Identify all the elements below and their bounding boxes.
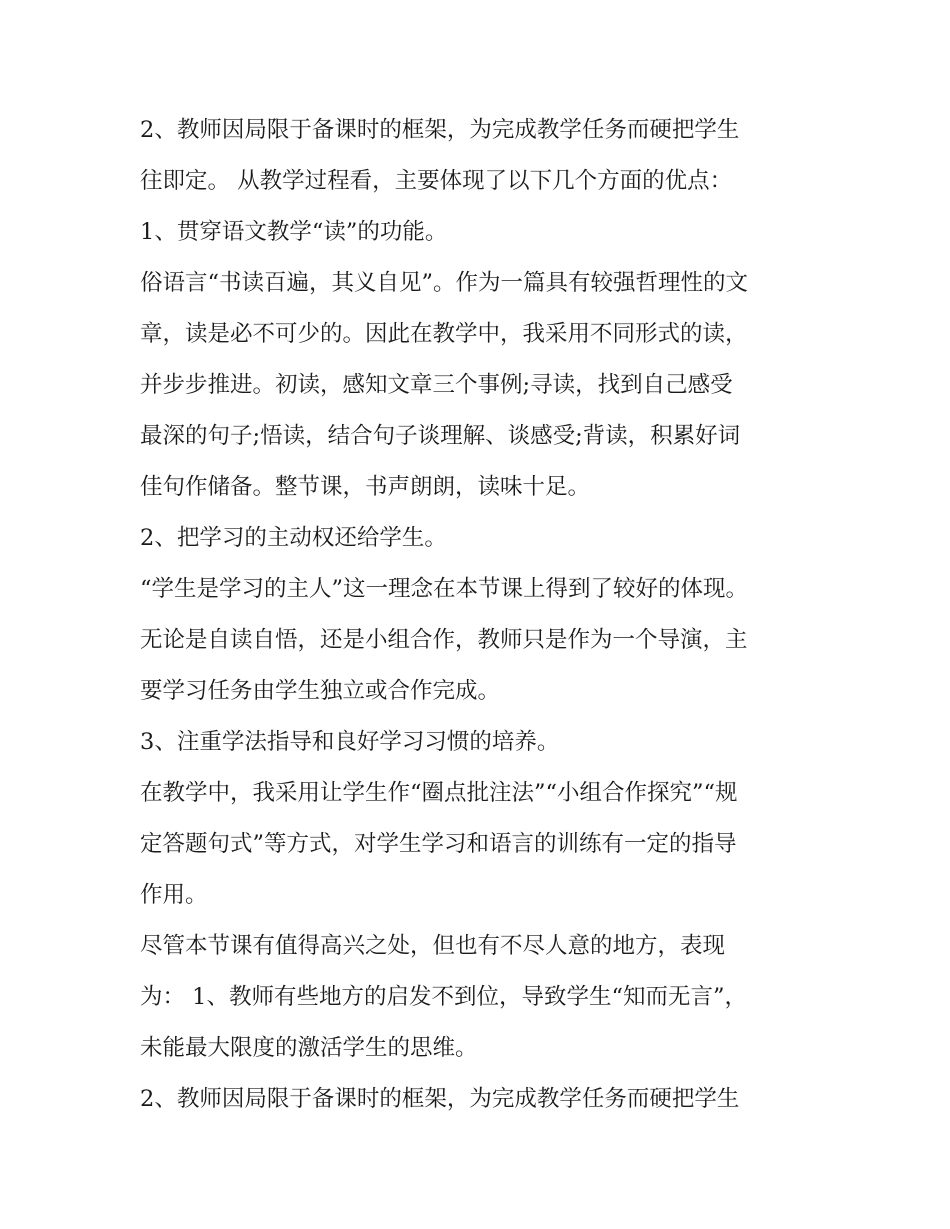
- text-line: 章，读是必不可少的。因此在教学中，我采用不同形式的读，: [140, 321, 748, 347]
- text-line: 往即定。 从教学过程看，主要体现了以下几个方面的优点：: [140, 168, 733, 194]
- text-line: 2、教师因局限于备课时的框架，为完成教学任务而硬把学生: [140, 117, 740, 143]
- text-line: 并步步推进。初读，感知文章三个事例;寻读，找到自己感受: [140, 372, 733, 398]
- text-line: 要学习任务由学生独立或合作完成。: [140, 678, 501, 704]
- text-line: 最深的句子;悟读，结合句子谈理解、谈感受;背读，积累好词: [140, 423, 741, 449]
- text-line: 作用。: [140, 882, 208, 908]
- text-line: 尽管本节课有值得高兴之处，但也有不尽人意的地方，表现: [140, 933, 726, 959]
- text-line: 在教学中，我采用让学生作“圈点批注法”“小组合作探究”“规: [140, 780, 738, 806]
- text-line: 2、教师因局限于备课时的框架，为完成教学任务而硬把学生: [140, 1086, 740, 1112]
- text-line: 俗语言“书读百遍，其义自见”。作为一篇具有较强哲理性的文: [140, 270, 749, 296]
- text-line: 3、注重学法指导和良好学习习惯的培养。: [140, 729, 560, 755]
- text-line: 定答题句式”等方式，对学生学习和语言的训练有一定的指导: [140, 831, 737, 857]
- text-line: 为： 1、教师有些地方的启发不到位，导致学生“知而无言”，: [140, 984, 747, 1010]
- text-line: 佳句作储备。整节课，书声朗朗，读味十足。: [140, 474, 591, 500]
- text-line: 1、贯穿语文教学“读”的功能。: [140, 219, 448, 245]
- text-line: “学生是学习的主人”这一理念在本节课上得到了较好的体现。: [140, 576, 749, 602]
- text-line: 2、把学习的主动权还给学生。: [140, 525, 447, 551]
- text-line: 未能最大限度的激活学生的思维。: [140, 1035, 478, 1061]
- text-line: 无论是自读自悟，还是小组合作，教师只是作为一个导演，主: [140, 627, 748, 653]
